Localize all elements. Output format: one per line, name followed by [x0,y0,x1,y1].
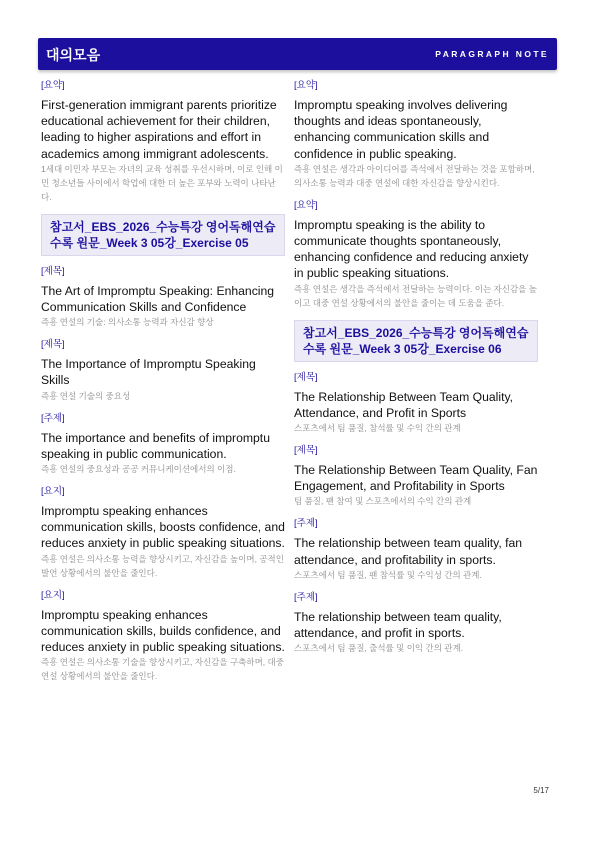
entry-label: [제목] [41,339,65,351]
entry-english-text: First-generation immigrant parents prioritize educational achievement for their children, leading to higher aspirations and effort in academics among immigrant adolescents. [41,98,277,161]
entry-label: [주제] [294,518,318,530]
note-entry [41,339,285,402]
entry-label: [제목] [41,265,65,277]
page-number: 5/17 [533,786,549,795]
note-entry [294,445,538,508]
entry-label: [요약] [294,199,318,211]
header-title: 대의모음 [46,47,101,63]
entry-label: [요약] [294,80,318,91]
note-entry [294,372,538,435]
entry-korean-translation: 즉흥 연설의 중요성과 공공 커뮤니케이션에서의 이점. [41,464,236,475]
entry-english-text: The Importance of Impromptu Speaking Skills [41,357,256,388]
right-column [294,80,538,665]
entry-english-text: Impromptu speaking involves delivering thoughts and ideas spontaneously, enhancing communication skills and confidence in public speaking. [294,98,508,161]
section-heading [294,320,538,362]
entry-label: [요약] [41,80,65,91]
entry-korean-translation: 1세대 이민자 부모는 자녀의 교육 성취를 우선시하며, 이로 인해 이민 청소년들 사이에서 학업에 대한 더 높은 포부와 노력이 나타난다. [41,163,283,202]
entry-label: [요지] [41,486,65,498]
note-entry [294,518,538,581]
section-heading-text: 참고서_EBS_2026_수능특강 영어독해연습 수록 원문_Week 3 05강_Exercise 06 [303,325,529,356]
entry-english-text: The Relationship Between Team Quality, Attendance, and Profit in Sports [294,389,514,420]
entry-label: [제목] [294,371,318,383]
header-note: PARAGRAPH NOTE [435,49,549,59]
entry-english-text: The relationship between team quality, attendance, and profit in sports. [294,609,502,641]
entry-korean-translation: 즉흥 연설은 생각을 즉석에서 전달하는 능력이다. 이는 자신감을 높이고 대중 연설 상황에서의 불안을 줄이는 데 도움을 준다. [294,283,537,308]
entry-label: [제목] [294,445,318,457]
entry-korean-translation: 즉흥 연설 기술의 중요성 [41,390,131,401]
entry-korean-translation: 스포츠에서 팀 품질, 팬 참석률 및 수익성 간의 관계. [294,569,482,580]
entry-korean-translation: 즉흥 연설은 생각과 아이디어를 즉석에서 전달하는 것을 포함하며, 의사소통 능력과 대중 연설에 대한 자신감을 향상시킨다. [294,163,535,188]
note-entry [294,80,538,190]
note-entry [294,592,538,655]
entry-english-text: Impromptu speaking is the ability to communicate thoughts spontaneously, enhancing confidence and reducing anxiety in public speaking situations. [294,217,529,281]
note-entry [41,590,285,684]
entry-english-text: Impromptu speaking enhances communication skills, boosts confidence, and reduces anxiety in public speaking situations. [41,504,285,551]
note-entry [41,413,285,476]
entry-label: [주제] [41,412,65,424]
entry-korean-translation: 즉흥 연설은 의사소통 능력을 향상시키고, 자신감을 높이며, 공적인 발언 상황에서의 불안을 줄인다. [41,553,284,578]
note-entry [294,200,538,310]
section-heading [41,214,285,256]
entry-english-text: The relationship between team quality, fan attendance, and profitability in sports. [294,536,523,567]
section-heading-text: 참고서_EBS_2026_수능특강 영어독해연습 수록 원문_Week 3 05강_Exercise 05 [50,219,276,250]
entry-label: [요지] [41,589,65,601]
entry-korean-translation: 팀 품질, 팬 참여 및 스포츠에서의 수익 간의 관계 [294,496,472,507]
entry-label: [주제] [294,591,318,603]
page-header [38,38,557,70]
entry-english-text: The Art of Impromptu Speaking: Enhancing Communication Skills and Confidence [41,283,275,315]
entry-english-text: The importance and benefits of impromptu speaking in public communication. [41,430,270,461]
note-entry [41,486,285,580]
entry-korean-translation: 스포츠에서 팀 품질, 참석률 및 수익 간의 관계 [294,423,461,434]
entry-korean-translation: 즉흥 연설은 의사소통 기술을 향상시키고, 자신감을 구축하며, 대중 연설 상황에서의 불안을 줄인다. [41,657,284,682]
note-entry [41,80,285,204]
entry-english-text: Impromptu speaking enhances communication skills, builds confidence, and reduces anxiety in public speaking situations. [41,607,285,655]
entry-korean-translation: 스포츠에서 팀 품질, 출석률 및 이익 간의 관계. [294,643,464,654]
entry-english-text: The Relationship Between Team Quality, Fan Engagement, and Profitability in Sports [294,463,538,494]
entry-korean-translation: 즉흥 연설의 기술: 의사소통 능력과 자신감 향상 [41,317,214,328]
note-entry [41,266,285,329]
left-column [41,80,285,693]
